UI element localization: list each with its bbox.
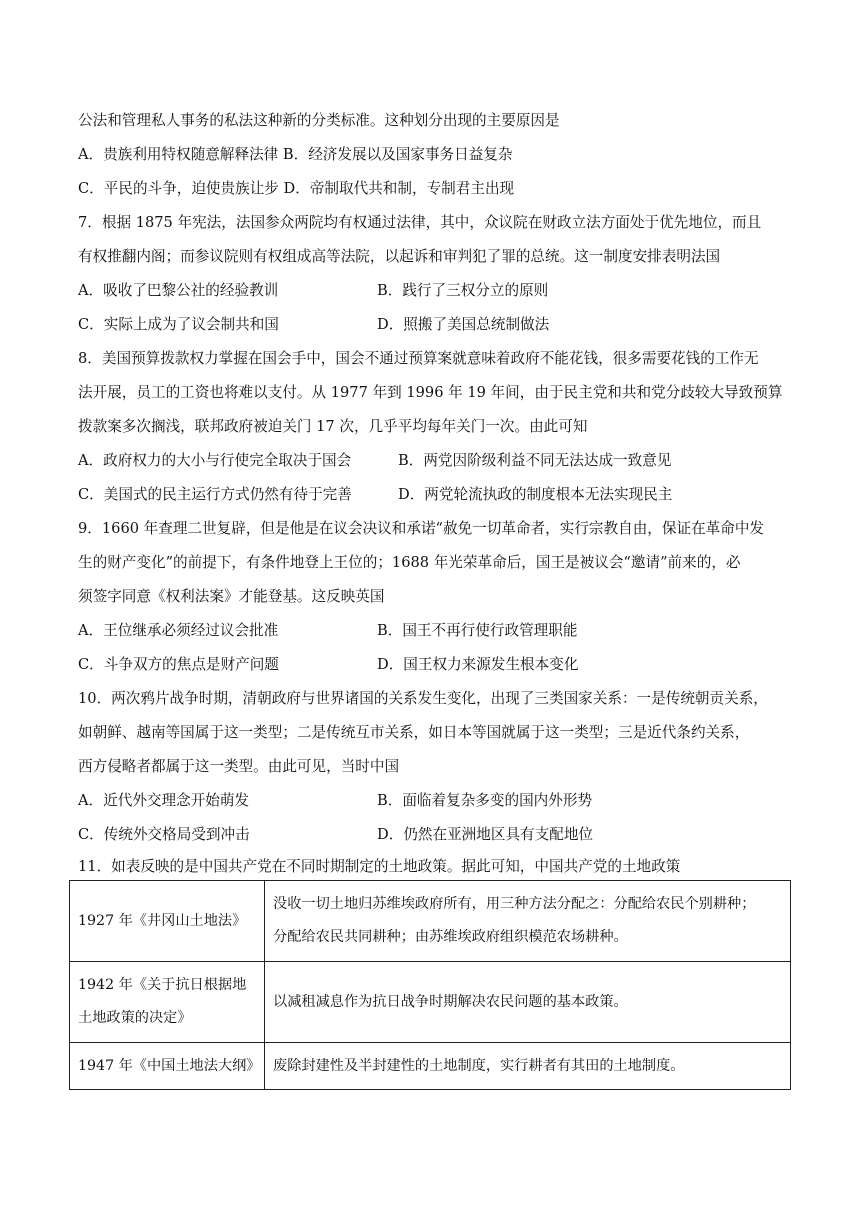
q8-option-d: D．两党轮流执政的制度根本无法实现民主: [398, 486, 673, 503]
q9-option-d: D．国王权力来源发生根本变化: [377, 656, 579, 673]
q7-option-a: A．吸收了巴黎公社的经验教训: [78, 282, 279, 299]
q10-stem-line-2: 如朝鲜、越南等国属于这一类型；二是传统互市关系，如日本等国就属于这一类型；三是近代条约关系，: [78, 724, 750, 741]
table-row: [70, 962, 791, 1043]
q8-stem-line-2: 法开展，员工的工资也将难以支付。从 1977 年到 1996 年 19 年间，由于民主党和共和党分歧较大导致预算: [78, 384, 783, 401]
q8-option-b: B．两党因阶级利益不同无法达成一致意见: [398, 452, 672, 469]
q8-stem-line-3: 拨款案多次搁浅，联邦政府被迫关门 17 次，几乎平均每年关门一次。由此可知: [78, 418, 588, 435]
q7-option-d: D．照搬了美国总统制做法: [377, 316, 550, 333]
table-cell-law: [70, 881, 265, 962]
q9-stem-line-2: 生的财产变化”的前提下，有条件地登上王位的；1688 年光荣革命后，国王是被议会“邀请”前来的，必: [78, 554, 741, 571]
q9-stem-line-1: 9．1660 年查理二世复辟，但是他是在议会决议和承诺“赦免一切革命者，实行宗教自由，保证在革命中发: [78, 520, 765, 537]
q6-options-row2: C．平民的斗争，迫使贵族让步 D．帝制取代共和制，专制君主出现: [78, 180, 515, 197]
q11-stem: 11．如表反映的是中国共产党在不同时期制定的土地政策。据此可知，中国共产党的土地政策: [78, 858, 681, 875]
q7-stem-line-2: 有权推翻内阁；而参议院则有权组成高等法院，以起诉和审判犯了罪的总统。这一制度安排表明法国: [78, 248, 721, 265]
q10-option-b: B．面临着复杂多变的国内外形势: [377, 792, 593, 809]
q7-option-b: B．践行了三权分立的原则: [377, 282, 549, 299]
q10-stem-line-1: 10．两次鸦片战争时期，清朝政府与世界诸国的关系发生变化，出现了三类国家关系：一是传统朝贡关系，: [78, 690, 768, 707]
q8-option-a: A．政府权力的大小与行使完全取决于国会: [78, 452, 352, 469]
table-cell-content: [265, 1043, 791, 1090]
q9-option-a: A．王位继承必须经过议会批准: [78, 622, 279, 639]
table-row: [70, 1043, 791, 1090]
q10-option-a: A．近代外交理念开始萌发: [78, 792, 250, 809]
q10-option-c: C．传统外交格局受到冲击: [78, 826, 250, 843]
q10-option-d: D．仍然在亚洲地区具有支配地位: [377, 826, 594, 843]
law-name: 1927 年《井冈山土地法》: [78, 912, 247, 929]
law-name: 1942 年《关于抗日根据地 土地政策的决定》: [78, 977, 247, 1026]
q6-options-row1: A．贵族利用特权随意解释法律 B．经济发展以及国家事务日益复杂: [78, 146, 513, 163]
table-cell-content: [265, 962, 791, 1043]
q8-stem-line-1: 8．美国预算拨款权力掌握在国会手中，国会不通过预算案就意味着政府不能花钱，很多需要花钱的工作无: [78, 350, 759, 367]
table-cell-law: [70, 1043, 265, 1090]
q9-stem-line-3: 须签字同意《权利法案》才能登基。这反映英国: [78, 588, 385, 605]
table-cell-content: [265, 881, 791, 962]
table-cell-law: [70, 962, 265, 1043]
q9-option-b: B．国王不再行使行政管理职能: [377, 622, 578, 639]
policy-content: 没收一切土地归苏维埃政府所有，用三种方法分配之：分配给农民个别耕种； 分配给农民共同耕种；由苏维埃政府组织模范农场耕种。: [273, 896, 756, 945]
law-name: 1947 年《中国土地法大纲》: [78, 1057, 261, 1074]
q10-stem-line-3: 西方侵略者都属于这一类型。由此可见，当时中国: [78, 758, 400, 775]
q7-stem-line-1: 7．根据 1875 年宪法，法国参众两院均有权通过法律，其中，众议院在财政立法方面处于优先地位，而且: [78, 214, 762, 231]
policy-content: 废除封建性及半封建性的土地制度，实行耕者有其田的土地制度。: [273, 1057, 685, 1074]
q9-option-c: C．斗争双方的焦点是财产问题: [78, 656, 279, 673]
land-policy-table: [69, 880, 791, 1090]
policy-content: 以减租减息作为抗日战争时期解决农民问题的基本政策。: [273, 993, 628, 1010]
q8-option-c: C．美国式的民主运行方式仍然有待于完善: [78, 486, 352, 503]
table-row: [70, 881, 791, 962]
q6-stem-tail: 公法和管理私人事务的私法这种新的分类标准。这种划分出现的主要原因是: [78, 112, 560, 129]
q7-option-c: C．实际上成为了议会制共和国: [78, 316, 279, 333]
